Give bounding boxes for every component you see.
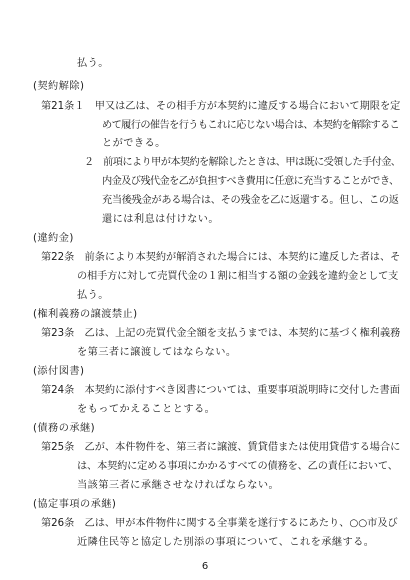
article-21-line: 内金及び残代金を乙が負担すべき費用に任意に充当することができ、: [102, 176, 399, 187]
article-25-line: 当該第三者に承継させなければならない。: [77, 480, 280, 491]
article-heading: (協定事項の承継): [33, 499, 117, 510]
article-22-line: 第22条 前条により本契約が解消された場合には、本契約に違反した者は、そ: [41, 252, 401, 263]
article-heading: (契約解除): [33, 81, 85, 92]
article-21-line: ２ 前項により甲が本契約を解除したときは、甲は既に受領した手付金、: [84, 157, 401, 168]
page-number: 6: [201, 561, 209, 572]
article-22-line: の相手方に対して売買代金の１割に相当する額の金銭を違約金として支: [77, 271, 399, 282]
article-21-line: 還には利息は付けない。: [102, 214, 220, 225]
article-22-line: 払う。: [77, 290, 109, 301]
article-25-line: 第25条 乙が、本件物件を、第三者に譲渡、賃貸借または使用貸借する場合に: [41, 442, 401, 453]
article-26-line: 近隣住民等と協定した別添の事項について、これを承継する。: [77, 537, 375, 548]
article-21-line: 第21条１ 甲又は乙は、その相手方が本契約に違反する場合において期限を定: [41, 101, 401, 112]
article-24-line: 第24条 本契約に添付すべき図書については、重要事項説明時に交付した書面: [41, 385, 400, 396]
article-21-line: 充当後残金がある場合は、その残金を乙に返還する。但し、この返: [102, 195, 399, 206]
text-line: 払う。: [77, 58, 109, 69]
article-heading: (権利義務の譲渡禁止): [33, 309, 138, 320]
article-24-line: をもってかえることとする。: [77, 404, 216, 415]
article-21-line: とができる。: [102, 138, 166, 149]
article-23-line: を第三者に譲渡してはならない。: [77, 347, 237, 358]
article-25-line: は、本契約に定める事項にかかるすべての債務を、乙の責任において、: [77, 461, 398, 472]
article-21-line: めて履行の催告を行うもこれに応じない場合は、本契約を解除するこ: [102, 120, 400, 131]
article-heading: (違約金): [33, 233, 74, 244]
article-23-line: 第23条 乙は、上記の売買代金全額を支払うまでは、本契約に基づく権利義務: [41, 328, 401, 339]
article-heading: (添付図書): [33, 366, 85, 377]
article-heading: (債務の承継): [33, 423, 96, 434]
article-26-line: 第26条 乙は、甲が本件物件に関する全事業を遂行するにあたり、○○市及び: [41, 518, 398, 529]
